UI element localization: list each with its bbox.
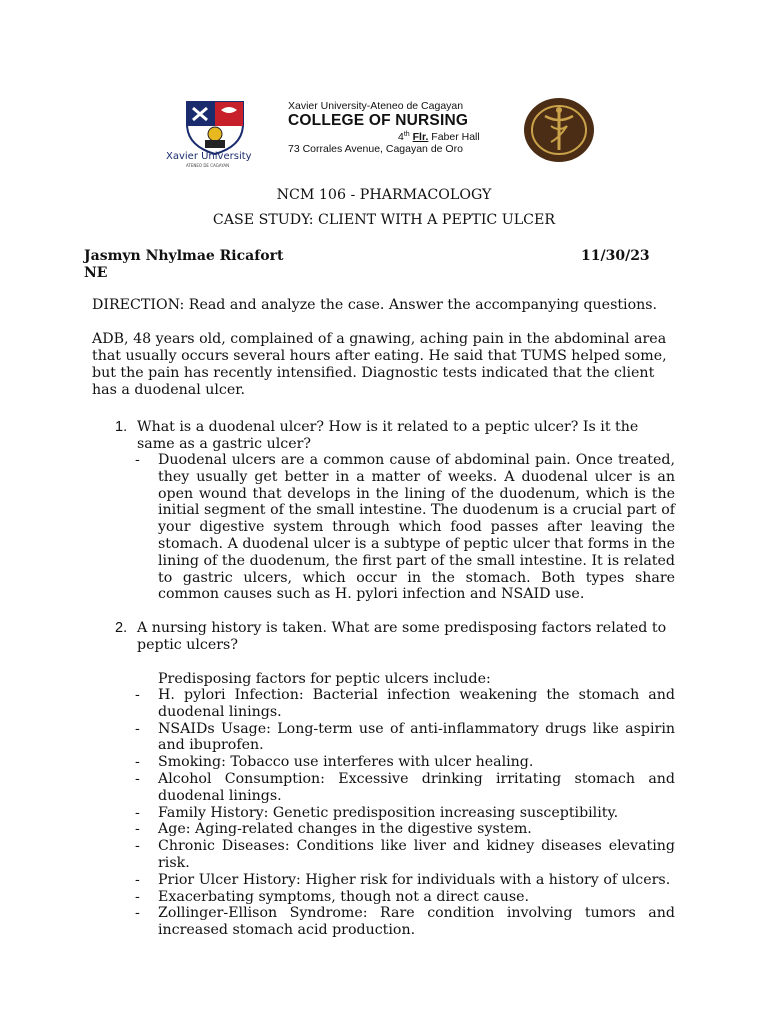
list-item-text: NSAIDs Usage: Long-term use of anti-inflammatory drugs like aspirin and ibuprofen. <box>158 720 675 754</box>
bullet-dash: - <box>135 770 140 787</box>
list-item-text: Prior Ulcer History: Higher risk for individuals with a history of ulcers. <box>158 871 671 888</box>
address-floor <box>288 129 480 143</box>
question-2 <box>115 620 675 654</box>
bullet-dash: - <box>135 888 140 905</box>
list-item <box>135 805 675 822</box>
list-item-text: Chronic Diseases: Conditions like liver and kidney diseases elevating risk. <box>158 838 675 871</box>
left-logo-text: Xavier University <box>166 151 252 162</box>
submission-date: 11/30/23 <box>581 248 650 264</box>
student-section: NE <box>84 265 108 281</box>
answer-1-item <box>135 452 675 603</box>
bullet-dash: - <box>135 871 140 888</box>
list-item-text: Smoking: Tobacco use interferes with ulcer healing. <box>158 754 534 771</box>
college-name: COLLEGE OF NURSING <box>288 112 469 129</box>
bullet-dash: - <box>135 754 140 771</box>
question-1 <box>115 419 675 453</box>
floor-number: 4 <box>398 131 404 143</box>
list-item-text: H. pylori Infection: Bacterial infection weakening the stomach and duodenal linings. <box>158 687 675 720</box>
list-item <box>135 905 675 939</box>
left-logo-subtext: ATENEO DE CAGAYAN <box>186 163 230 168</box>
answer-2-intro: Predisposing factors for peptic ulcers include: <box>158 671 491 687</box>
direction-text: DIRECTION: Read and analyze the case. Answer the accompanying questions. <box>92 297 658 313</box>
list-item <box>135 889 675 906</box>
list-item <box>135 754 675 771</box>
list-item <box>135 872 675 889</box>
question-1-number: 1. <box>115 419 128 435</box>
question-2-number: 2. <box>115 620 128 636</box>
bullet-dash: - <box>135 687 140 703</box>
bullet-dash: - <box>135 838 140 855</box>
course-title: NCM 106 - PHARMACOLOGY <box>276 187 492 203</box>
letterhead <box>0 92 768 172</box>
nursing-seal-logo <box>521 96 597 164</box>
answer-2-list <box>135 687 675 939</box>
bullet-dash: - <box>135 821 140 838</box>
bullet-dash: - <box>135 804 140 821</box>
student-name: Jasmyn Nhylmae Ricafort <box>84 248 284 264</box>
list-item-text: Zollinger-Ellison Syndrome: Rare condition involving tumors and increased stomach acid production. <box>158 905 675 939</box>
university-name: Xavier University-Ateneo de Cagayan <box>288 100 464 112</box>
list-item <box>135 721 675 755</box>
list-item-text: Exacerbating symptoms, though not a direct cause. <box>158 888 530 905</box>
list-item-text: Alcohol Consumption: Excessive drinking irritating stomach and duodenal linings. <box>158 770 675 804</box>
question-1-text: What is a duodenal ulcer? How is it related to a peptic ulcer? Is it the same as a gastric ulcer? <box>137 419 639 452</box>
bullet-dash: - <box>135 452 140 468</box>
list-item <box>135 838 675 872</box>
list-item <box>135 687 675 721</box>
college-header-text <box>288 100 480 155</box>
floor-abbrev: Flr. <box>412 131 429 143</box>
case-description: ADB, 48 years old, complained of a gnawing, aching pain in the abdominal area that usually occurs several hours after eating. He said that TUMS helped some, but the pain has recently intensified. Diagnostic tests indicated that the client has a duodenal ulcer. <box>92 331 667 398</box>
xavier-shield-logo <box>183 100 247 156</box>
list-item <box>135 821 675 838</box>
answer-1-list <box>135 452 675 603</box>
student-info <box>84 248 283 282</box>
list-item <box>135 771 675 805</box>
hall-name: Faber Hall <box>428 131 480 143</box>
answer-1-text: Duodenal ulcers are a common cause of abdominal pain. Once treated, they usually get better in a matter of weeks. A duodenal ulcer is an open wound that develops in the lining of the duodenum, which is the initial segment of the small intestine. The duodenum is a crucial part of your digestive system through which food passes after leaving the stomach. A duodenal ulcer is a subtype of peptic ulcer that forms in the lining of the duodenum, the first part of the small intestine. It is related to gastric ulcers, which occur in the stomach. Both types share common causes such as H. pylori infection and NSAID use. <box>158 452 675 603</box>
list-item-text: Age: Aging-related changes in the digestive system. <box>158 821 532 838</box>
question-2-text: A nursing history is taken. What are some predisposing factors related to peptic ulcers? <box>137 620 667 653</box>
address-street: 73 Corrales Avenue, Cagayan de Oro <box>288 143 463 155</box>
case-study-title: CASE STUDY: CLIENT WITH A PEPTIC ULCER <box>212 212 556 228</box>
list-item-text: Family History: Genetic predisposition increasing susceptibility. <box>158 804 619 821</box>
bullet-dash: - <box>135 720 140 737</box>
bullet-dash: - <box>135 905 140 922</box>
floor-ordinal: th <box>403 131 410 138</box>
